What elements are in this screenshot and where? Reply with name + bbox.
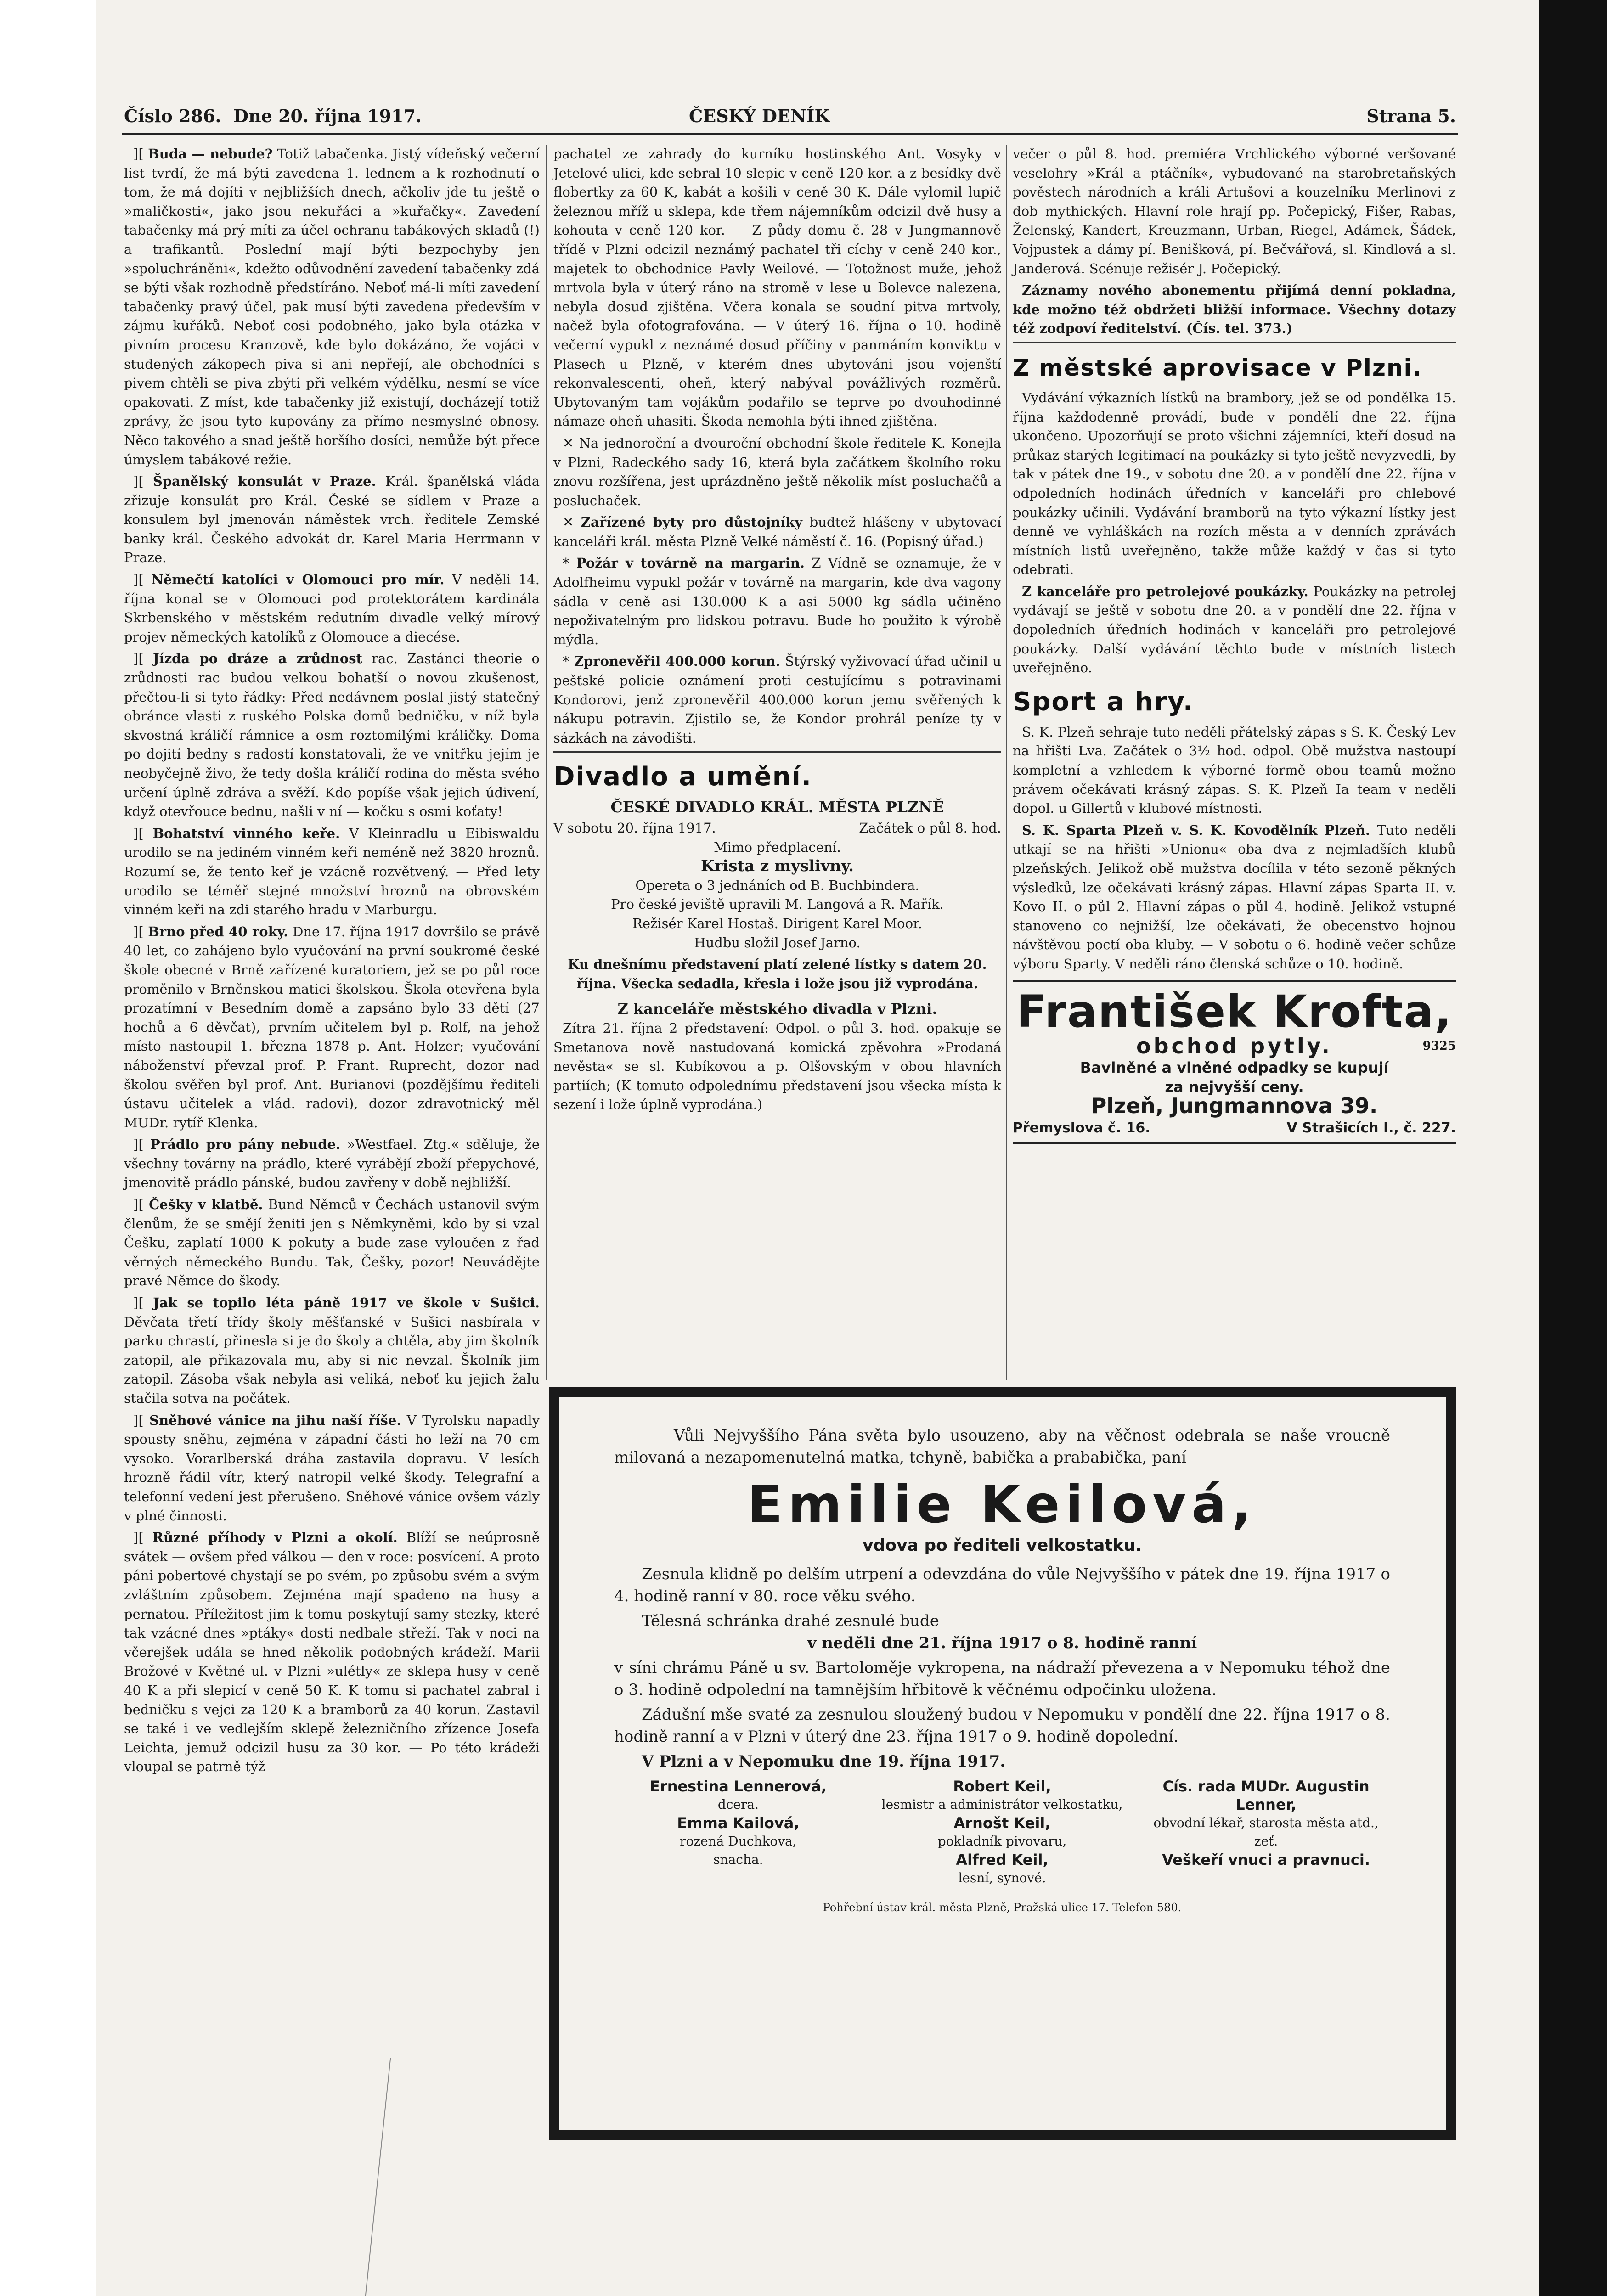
- header-issue-date: [124, 106, 422, 126]
- signer-name: Alfred Keil,: [956, 1851, 1049, 1868]
- news-item-lead: Různé příhody v Plzni a okolí.: [152, 1530, 398, 1546]
- ad-text: za nejvyšší ceny.: [1165, 1078, 1304, 1096]
- ad-number: 9325: [1422, 1039, 1456, 1053]
- news-item-lead: Češky v klatbě.: [149, 1197, 263, 1213]
- obituary-death: Zesnula klidně po delším utrpení a odevzdána do vůle Nejvyššího v pátek dne 19. října 1917 o 4. hodině ranní v 80. roce věku svého.: [614, 1565, 1390, 1605]
- sport-title: Sport a hry.: [1013, 687, 1194, 717]
- school-text: Na jednoroční a dvouroční obchodní škole ředitele K. Konejla v Plzni, Radeckého sady 16, která byla začátkem školního roku znovu rozšířena, jest uprázdněno ještě několik míst posluchačů a posluchaček.: [553, 435, 1001, 508]
- ad-branch: Přemyslova č. 16.: [1013, 1120, 1150, 1136]
- krofta-advertisement: [1013, 980, 1456, 1144]
- news-item: ][ Brno před 40 roky. Dne 17. října 1917 dovršilo se právě 40 let, co zahájeno bylo vyučování na první soukromé české škole obecné v Brně zařízené kuratoriem, jež se po půl roce proměnilo v Brněnskou matici školskou. Škola otevřena byla prozatímní v Besedním domě a zapsáno bylo 33 dětí (27 hochů a 6 děvčat), prvním učitelem byl p. Rolf, na jehož místo nastoupil 1. března 1878 p. Ant. Holzer; vyučování náboženství převzal prof. P. Frant. Ruprecht, dozor nad školou svěřen byl prof. Ant. Burianovi (pozdějšímu řediteli ústavu učitelek a vlád. radovi), dozor zdravotnický měl MUDr. rytíř Klenka.: [124, 923, 540, 1131]
- obituary-intro: Vůli Nejvyššího Pána světa bylo usouzeno, aby na věčnost odebrala se naše vroucně milovaná a nezapomenutelná matka, tchyně, babička a prababička, paní: [614, 1426, 1390, 1467]
- news-item-text: rac. Zastánci theorie o zrůdnosti rac budou velkou bohatší o novou zkušenost, přečtou-li si tyto řádky: Před nedávnem poslal jistý statečný obránce vlasti z ruského Polska domů bedničku, v níž byla skvostná králičí rámnice a osm roztomilými králičky. Doma po dojití bedny s radostí konstatovali, že ve vnitřku jejím je neobyčejně živo, že tedy došla králičí rodina do města svého určení úplně zdráva a svěží. Kdo popíše však jejich údivení, když otevřouce bednu, našli v ní — kočku s osmi koťaty!: [124, 651, 540, 820]
- signer-relation: snacha.: [713, 1852, 763, 1867]
- news-item-text: V Tyrolsku napadly spousty sněhu, zejména v západní části ho leží na 70 cm vysoko. Vorarlberská dráha zastavila dopravu. V lesích hrozně řádil vítr, který natropil velké škody. Telegrafní a telefonní vedení jest přerušeno. Sněhové vánice ovšem vázly v plné činnosti.: [124, 1412, 540, 1524]
- signatories: [614, 1777, 1390, 1887]
- sport-text: S. K. Plzeň sehraje tuto neděli přátelský zápas s S. K. Český Lev na hřišti Lva. Začátek o 3½ hod. odpol. Obě mužstva nastoupí kompletní a vzhledem k výborné formě obou teamů možno právem očekávati krásný zápas. S. K. Plzeň Ia team v neděli dopol. u Gillertů v klubové místnosti.: [1013, 724, 1456, 816]
- news-item-lead: Bohatství vinného keře.: [152, 825, 340, 841]
- news-item: ][ Různé příhody v Plzni a okolí. Blíží se neúprosně svátek — ovšem před válkou — den v roce: posvícení. A proto páni pobertové chystají se po svém, po způsobu svém a svým zvláštním způsobem. Zejména mají spadeno na husy a pernatou. Příležitost jim k tomu poskytují samy stezky, které tak vzácné dnes »ptáky« dosti nedbale střeží. Tak v noci na včerejšek udála se hned několik podobných krádeží. Marii Brožové v Květné ul. v Plzni »ulétly« ze sklepa husy v ceně 40 K a při slepicí v ceně 50 K. K tomu si pachatel zabral i bedničku s vejci za 120 K a bramborů za 40 korun. Zastavil se také i ve vedlejším sklepě železničního zřízence Josefa Leichta, jemuž odcizil husu za 30 kor. — Po této krádeži vloupal se patrně týž: [124, 1530, 540, 1775]
- article-fire: * Požár v továrně na margarin. Z Vídně se oznamuje, že v Adolfheimu vypukl požár v továrně na margarin, kde dva vagony sádla v ceně asi 130.000 K a asi 5000 kg sádla učiněno nepoživatelným pro lidskou potravu. Bude ho použito k výrobě mýdla.: [553, 555, 1002, 647]
- embezzle-text: Štýrský vyživovací úřad učinil u pešťské policie oznámení proti cestujícímu s potravinami Kondorovi, jenž zpronevěřil 400.000 korun jemu svěřených k nákupu potravin. Zjistilo se, že Kondor prohrál peníze ty v sázkách na závodišti.: [553, 653, 1002, 746]
- ad-text: Bavlněné a vlněné odpadky se kupují: [1080, 1059, 1389, 1077]
- news-item: ][ Bohatství vinného keře. V Kleinradlu u Eibiswaldu urodilo se na jediném vinném keři neméně než 3820 hroznů. Rozumí se, že tento keř je vzácně rozvětvený. — Před lety urodilo se téměř stejné množství hroznů na obrovském vinném keři na zdi starého hradu v Marburgu.: [124, 825, 540, 918]
- signer-name: Emma Kailová,: [677, 1814, 800, 1832]
- show-line: Hudbu složil Josef Jarno.: [694, 934, 861, 951]
- column-separator: [546, 145, 547, 1380]
- ad-city-address: Plzeň, Jungmannova 39.: [1091, 1093, 1378, 1119]
- show-date-row: [553, 819, 1001, 838]
- signer-relation: lesní, synové.: [958, 1870, 1046, 1885]
- aprovisace-text: Vydávání výkazních lístků na brambory, jež se od pondělka 15. října každodenně provádí, bude v pondělí dne 22. října ukončeno. Upozorňují se proto všichni zájemníci, kteří dosud na průkaz starých legitimací na poukázky si tyto ještě nevyzvedli, by tak v pátek dne 19., v sobotu dne 20. a v pondělí dne 22. října v odpoledních hodinách úředních v kanceláři pro chlebové poukázky učinili. Vydávání bramborů na tyto výkazní lístky jest denně ve vyhláškách na rozích města a v denních zprávách místních listů uveřejněno, takže může každý v čas si tyto odebrati.: [1013, 389, 1456, 578]
- article-apartments: ✕ Zařízené byty pro důstojníky budtež hlášeny v ubytovací kanceláři král. města Plzně Velké náměstí č. 16. (Popisný úřad.): [553, 514, 1001, 549]
- section-rule: [1013, 342, 1456, 343]
- obituary-content: [614, 1424, 1390, 1919]
- aprovisace-petrol: [1013, 582, 1456, 678]
- signer-relation: dcera.: [717, 1797, 759, 1812]
- fire-lead: Požár v továrně na margarin.: [576, 555, 805, 571]
- news-item-lead: Sněhové vánice na jihu naší říše.: [149, 1412, 401, 1428]
- show-note: Mimo předplacení.: [713, 839, 841, 855]
- signer-relation: rozená Duchkova,: [680, 1834, 797, 1849]
- news-item: ][ Buda — nebude? Totiž tabačenka. Jistý vídeňský večerní list tvrdí, že má býti zavedena 1. lednem a k rozhodnutí o tom, že má dojíti v nejbližších dnech, ačkoliv jde tu ještě o »maličkosti«, jako jsou nekuřáci a »kuřačky«. Zavedení tabačenky má prý míti za účel ochranu tabákových skladů (!) a trafikantů. Poslední mají býti bezpochyby jen »spoluchráněni«, kdežto odůvodnění zavedení tabačenky zdá se býti však rozhodně předstíráno. Neboť má-li míti zavedení tabačenky pravý účel, pak musí býti zavedena především v zájmu kuřáků. Neboť cosi podobného, jako byla otázka v pivním procesu Kranzově, kde bylo dokázáno, že vojáci v studených zákopech piva si ani nepřejí, ale obchodníci s pivem chtěli se piva zbýti při velkém výdělku, nesmí se více opakovati. Z míst, kde tabačenky již existují, docházejí totiž zprávy, že jsou tyto kupovány za přímo nesmyslné obnosy. Něco takového a snad ještě horšího dosíci, nemůže být přece úmyslem tabákové režie.: [124, 146, 540, 467]
- obituary-funeral: v síni chrámu Páně u sv. Bartoloměje vykropena, na nádraží převezena a v Nepomuku téhož dne o 3. hodině odpolední na tamnějším hřbitově k věčnému odpočinku uložena.: [614, 1659, 1390, 1699]
- obituary-body: Tělesná schránka drahé zesnulé bude: [642, 1612, 939, 1630]
- news-item: ][ Češky v klatbě. Bund Němců v Čechách ustanovil svým členům, že se smějí ženiti jen s Němkyněmi, kdo by si vzal Češku, zaplatí 1000 K pokuty a bude zase vyloučen z řad věrných německého Bundu. Tak, Češky, pozor! Neuvádějte pravé Němce do škody.: [124, 1197, 540, 1289]
- deceased-title: vdova po řediteli velkostatku.: [863, 1536, 1142, 1555]
- obituary-notice: [549, 1387, 1456, 2140]
- news-item-text: Bund Němců v Čechách ustanovil svým členům, že se smějí ženiti jen s Němkyněmi, kdo by si vzal Češku, zaplatí 1000 K pokuty a bude zase vyloučen z řad věrných německého Bundu. Tak, Češky, pozor! Neuvádějte pravé Němce do škody.: [124, 1197, 540, 1289]
- news-item: ][ Sněhové vánice na jihu naší říše. V Tyrolsku napadly spousty sněhu, zejména v západní části ho leží na 70 cm vysoko. Vorarlberská dráha zastavila dopravu. V lesích hrozně řádil vítr, který natropil velké škody. Telegrafní a telefonní vedení jest přerušeno. Sněhové vánice ovšem vázly v plné činnosti.: [124, 1412, 540, 1524]
- issue-number: Číslo 286.: [124, 106, 221, 126]
- signer-relation: pokladník pivovaru,: [937, 1834, 1067, 1849]
- show-line: Opereta o 3 jednáních od B. Buchbindera.: [635, 877, 919, 893]
- show-tickets-note: Ku dnešnímu představení platí zelené lístky s datem 20. října. Všecka sedadla, křesla i lože jsou již vyprodána.: [568, 957, 987, 991]
- article-embezzle: * Zpronevěřil 400.000 korun. Štýrský vyživovací úřad učinil u pešťské policie oznámení proti cestujícímu s potravinami Kondorovi, jenž zpronevěřil 400.000 korun jemu svěřených k nákupu potravin. Zjistilo se, že Kondor prohrál peníze ty v sázkách na závodišti.: [553, 653, 1002, 746]
- article-school: ✕ Na jednoroční a dvouroční obchodní škole ředitele K. Konejla v Plzni, Radeckého sady 16, která byla začátkem školního roku znovu rozšířena, jest uprázdněno ještě několik míst posluchačů a posluchaček.: [553, 435, 1001, 508]
- signer-relation: lesmistr a administrátor velkostatku,: [881, 1797, 1123, 1812]
- deceased-name: Emilie Keilová,: [747, 1475, 1257, 1535]
- abonement-note: Záznamy nového abonementu přijímá denní pokladna, kde možno též obdržeti bližší informace. Všechny dotazy též zodpoví ředitelství. (Čís. tel. 373.): [1013, 282, 1456, 337]
- ad-branches: [1013, 1119, 1456, 1138]
- news-item-lead: Němečtí katolíci v Olomouci pro mír.: [151, 572, 445, 588]
- column-2: [553, 145, 1002, 1113]
- funeral-home: Pohřební ústav král. města Plzně, Pražská ulice 17. Telefon 580.: [823, 1901, 1182, 1914]
- news-item: ][ Španělský konsulát v Praze. Král. španělská vláda zřizuje konsulát pro Král. České se sídlem v Praze a konsulem byl jmenován náměstek vrch. ředitele Zemské banky král. Českého advokát dr. Karel Maria Herrmann v Praze.: [124, 473, 540, 566]
- issue-date: Dne 20. října 1917.: [233, 106, 422, 126]
- theatre-continuation: večer o půl 8. hod. premiéra Vrchlického výborné veršované veselohry »Král a ptáčník«, vybudované na starobretaňských pověstech národních a králi Artušovi a kouzelníku Merlinovi z dob mythických. Hlavní role hrají pp. Počepický, Fišer, Rabas, Želenský, Kandert, Kreuzmann, Urban, Riegel, Adámek, Šádek, Vojpustek a dámy pí. Benišková, pí. Bečvářová, sl. Kindlová a sl. Janderová. Scénuje režisér J. Počepický.: [1013, 146, 1456, 276]
- ad-company-name: František Krofta,: [1016, 985, 1452, 1037]
- fire-text: Z Vídně se oznamuje, že v Adolfheimu vypukl požár v továrně na margarin, kde dva vagony sádla v ceně asi 130.000 K a asi 5000 kg sádla učiněno nepoživatelným pro lidskou potravu. Bude ho použito k výrobě mýdla.: [553, 555, 1002, 647]
- show-line: Pro české jeviště upravili M. Langová a R. Mařík.: [611, 896, 944, 912]
- apartments-lead: Zařízené byty pro důstojníky: [581, 514, 803, 530]
- masthead: ČESKÝ DENÍK: [689, 106, 830, 126]
- sparta-text: Tuto neděli utkají se na hřišti »Unionu« oba dva z nejmladších klubů plzeňských. Jelikož obě mužstva docílila v této sezoně pěkných výsledků, lze očekávati krásný zápas. Hlavní zápas Sparta II. v. Kovo II. o půl 2. Hlavní zápas o půl 4. hodině. Jelikož vstupné stanoveno co nejnižší, lze očekávati, že obecenstvo hojnou návštěvou poctí oba kluby. — V sobotu o 6. hodině večer schůze výboru Sparty. V neděli ráno členská schůze o 10. hodině.: [1013, 822, 1456, 972]
- page-header: [124, 106, 1456, 133]
- news-item-lead: Španělský konsulát v Praze.: [152, 473, 376, 490]
- sparta-lead: S. K. Sparta Plzeň v. S. K. Kovodělník Plzeň.: [1022, 822, 1370, 838]
- news-item: ][ Jízda po dráze a zrůdnost rac. Zastánci theorie o zrůdnosti rac budou velkou bohatší o novou zkušenost, přečtou-li si tyto řádky: Před nedávnem poslal jistý statečný obránce vlasti z ruského Polska domů bedničku, v níž byla skvostná králičí rámnice a osm roztomilými králičky. Doma po dojití bedny s radostí konstatovali, že ve vnitřku jejím je neobyčejně živo, že tedy došla králičí rodina do města svého určení úplně zdráva a svěží. Kdo popíše však jejich údivení, když otevřouce bednu, našli v ní — kočku s osmi koťaty!: [124, 651, 540, 820]
- scan-margin: [0, 0, 96, 2296]
- news-item-text: Děvčata třetí třídy školy měšťanské v Sušici nasbírala v parku chrastí, přinesla si je do školy a chtěla, aby jim školník zatopil, ale přikazovala mu, aby si nic nevzal. Školník jim zatopil. Zásoba však nebyla asi veliká, neboť ku jejich žalu stačila sotva na počátek.: [124, 1314, 540, 1406]
- signer-group: [614, 1777, 863, 1887]
- ad-subline: [1013, 1033, 1456, 1059]
- theatre-subtitle: ČESKÉ DIVADLO KRÁL. MĚSTA PLZNĚ: [610, 798, 944, 816]
- news-item-lead: Jak se topilo léta páně 1917 ve škole v Sušici.: [153, 1295, 540, 1311]
- ad-business: obchod pytly.: [1136, 1033, 1332, 1058]
- news-item: ][ Prádlo pro pány nebude. »Westfael. Ztg.« sděluje, že všechny továrny na prádlo, které vyrábějí zboží přepychové, jmenovitě prádlo pánské, budou zavřeny v době nejbližší.: [124, 1137, 540, 1191]
- signer-group: [878, 1777, 1127, 1887]
- article-continuation: pachatel ze zahrady do kurníku hostinského Ant. Vosyky v Jetelové ulici, kde sebral 10 slepic v ceně 120 kor. a z besídky dvě flobertky za 60 K, kabát a košili v ceně 30 K. Dále vylomil lupič železnou mříž u sklepa, kde třem nájemníkům odcizil dvě husy a kohouta v ceně 120 kor. — Z půdy domu č. 28 v Jungmannově třídě v Plzni odcizil neznámý pachatel tři cíchy v ceně 240 kor., majetek to obchodnice Pavly Weilové. — Totožnost muže, jehož mrtvola byla v úterý ráno na stromě v lese u Bolevce nalezena, nebyla dosud zjištěna. Včera konala se soudní pitva mrtvoly, načež byla ofotografována. — V úterý 16. října o 10. hodině večerní vypukl z neznámé dosud příčiny v panmáním konviktu v Plasech u Plzně, v kterém dnes ubytováni jsou vojenští rekonvalescenti, oheň, který nabýval povážlivých rozměrů. Ubytovaným tam vojákům podařilo se teprve po dvouhodinné námaze oheň uhasiti. Škoda nemohla býti ihned zjištěna.: [553, 146, 1001, 429]
- aprovisace-title: Z městské aprovisace v Plzni.: [1013, 354, 1422, 381]
- news-item-lead: Jízda po dráze a zrůdnost: [152, 651, 362, 667]
- news-item-text: V neděli 14. října konal se v Olomouci pod protektorátem kardinála Skrbenského v městském redutním divadle velký mírový projev německých katolíků z Olomouce a diecése.: [124, 572, 540, 645]
- news-item-text: Dne 17. října 1917 dovršilo se právě 40 let, co zahájeno bylo vyučování na první soukromé české škole obecné v Brně zařízené kuratoriem, jež se po půl roce proměnilo v Brněnskou matici školskou. Škola otevřena byla prozatímní v Besedním domě a zapsáno bylo 33 dětí (27 hochů a 6 děvčat), prvním učitelem byl p. Rolf, na jehož místo nastoupil 1. března 1878 p. Ant. Holzer; vyučování náboženství převzal prof. P. Frant. Ruprecht, dozor nad školou svěřen byl prof. Ant. Burianovi (pozdějšímu řediteli ústavu učitelek a vlád. radovi), dozor zdravotnický měl MUDr. rytíř Klenka.: [124, 923, 540, 1131]
- show-name: Krista z myslivny.: [700, 857, 854, 876]
- signer-name: Cís. rada MUDr. Augustin Lenner,: [1162, 1778, 1370, 1813]
- signer-name: Arnošt Keil,: [953, 1814, 1051, 1832]
- sport-sparta: [1013, 821, 1456, 974]
- office-title: Z kanceláře městského divadla v Plzni.: [617, 1000, 937, 1018]
- petrol-lead: Z kanceláře pro petrolejové poukázky.: [1022, 583, 1308, 599]
- theatre-section-title: Divadlo a umění.: [553, 762, 812, 792]
- signer-name: Veškeří vnuci a pravnuci.: [1162, 1851, 1370, 1868]
- section-rule: [553, 751, 1001, 753]
- news-item: ][ Jak se topilo léta páně 1917 ve škole v Sušici. Děvčata třetí třídy školy měšťanské v Sušici nasbírala v parku chrastí, přinesla si je do školy a chtěla, aby jim školník zatopil, ale přikazovala mu, aby si nic nevzal. Školník jim zatopil. Zásoba však nebyla asi veliká, neboť ku jejich žalu stačila sotva na počátek.: [124, 1295, 540, 1406]
- header-rule: [122, 133, 1458, 135]
- signer-relation: obvodní lékař, starosta města atd., zeť.: [1153, 1815, 1379, 1849]
- obituary-mass: Zádušní mše svaté za zesnulou sloužený budou v Nepomuku v pondělí dne 22. října 1917 o 8. hodině ranní a v Plzni v úterý dne 23. října 1917 o 9. hodině dopolední.: [614, 1705, 1390, 1746]
- column-separator: [1006, 145, 1007, 1380]
- news-item-lead: Buda — nebude?: [148, 146, 273, 162]
- show-line: Režisér Karel Hostaš. Dirigent Karel Moor.: [632, 915, 922, 931]
- signer-name: Ernestina Lennerová,: [650, 1778, 827, 1795]
- office-text: Zítra 21. října 2 představení: Odpol. o půl 3. hod. opakuje se Smetanova nově nastudovaná komická zpěvohra »Prodaná nevěsta« se sl. Kubíkovou a p. Olšovským v obou hlavních partiích; (K tomuto odpolednímu představení jsou všecka místa k sezení i lože úplně vyprodána.): [553, 1020, 1001, 1113]
- news-item-text: Král. španělská vláda zřizuje konsulát pro Král. České se sídlem v Praze a konsulem byl jmenován náměstek vrch. ředitele Zemské banky král. Českého advokát dr. Karel Maria Herrmann v Praze.: [124, 473, 540, 566]
- signer-name: Robert Keil,: [953, 1778, 1051, 1795]
- show-time: Začátek o půl 8. hod.: [859, 820, 1001, 836]
- embezzle-lead: Zpronevěřil 400.000 korun.: [574, 653, 780, 670]
- petrol-text: Poukázky na petrolej vydávají se ještě v sobotu dne 20. a v pondělí dne 22. října v dopoledních úředních hodinách v kanceláři pro petrolejové poukázky. Další vydávání těchto bude v místních listech uveřejněno.: [1013, 583, 1456, 676]
- column-1: [124, 145, 540, 2147]
- obituary-place-date: V Plzni a v Nepomuku dne 19. října 1917.: [642, 1752, 1006, 1771]
- column-3: [1013, 145, 1456, 1357]
- news-item-lead: Prádlo pro pány nebude.: [150, 1137, 341, 1153]
- show-date: V sobotu 20. října 1917.: [553, 820, 716, 836]
- page-number: Strana 5.: [1366, 106, 1456, 126]
- obituary-funeral-date: v neděli dne 21. října 1917 o 8. hodině ranní: [807, 1634, 1197, 1652]
- news-item-text: Totiž tabačenka. Jistý vídeňský večerní list tvrdí, že má býti zavedena 1. lednem a k rozhodnutí o tom, že má dojíti v nejbližších dnech, ačkoliv jde tu ještě o »maličkosti«, jako jsou nekuřáci a »kuřačky«. Zavedení tabačenky má prý míti za účel ochranu tabákových skladů (!) a trafikantů. Poslední mají býti bezpochyby jen »spoluchráněni«, kdežto odůvodnění zavedení tabačenky zdá se býti však rozhodně předstíráno. Neboť má-li míti zavedení tabačenky pravý účel, pak musí býti zavedena především v zájmu kuřáků. Neboť cosi podobného, jako byla otázka v pivním procesu Kranzově, kde bylo dokázáno, že vojáci v studených zákopech piva si ani nepřejí, ale obchodníci s pivem chtěli se piva zbýti při velkém výdělku, nesmí se více opakovati. Z míst, kde tabačenky již existují, docházejí totiž zprávy, že jsou tyto kupovány za přímo nesmyslné obnosy. Něco takového a snad ještě horšího dosíci, nemůže být přece úmyslem tabákové režie.: [124, 146, 540, 467]
- news-item: ][ Němečtí katolíci v Olomouci pro mír. V neděli 14. října konal se v Olomouci pod protektorátem kardinála Skrbenského v městském redutním divadle velký mírový projev německých katolíků z Olomouce a diecése.: [124, 572, 540, 645]
- ad-branch: V Strašicích I., č. 227.: [1286, 1120, 1456, 1136]
- apartments-text: budtež hlášeny v ubytovací kanceláři král. města Plzně Velké náměstí č. 16. (Popisný úřad.): [553, 514, 1001, 549]
- news-item-text: V Kleinradlu u Eibiswaldu urodilo se na jediném vinném keři neméně než 3820 hroznů. Rozumí se, že tento keř je vzácně rozvětvený. — Před lety urodilo se téměř stejné množství hroznů na obrovském vinném keři na zdi starého hradu v Marburgu.: [124, 825, 540, 918]
- news-item-text: »Westfael. Ztg.« sděluje, že všechny továrny na prádlo, které vyrábějí zboží přepychové, jmenovitě prádlo pánské, budou zavřeny v době nejbližší.: [124, 1137, 540, 1191]
- news-item-lead: Brno před 40 roky.: [148, 923, 288, 940]
- signer-group: [1142, 1777, 1390, 1887]
- news-item-text: Blíží se neúprosně svátek — ovšem před válkou — den v roce: posvícení. A proto páni pobertové chystají se po svém, po způsobu svém a svým zvláštním způsobem. Zejména mají spadeno na husy a pernatou. Příležitost jim k tomu poskytují samy stezky, které tak vzácné dnes »ptáky« dosti nedbale střeží. Tak v noci na včerejšek udála se hned několik podobných krádeží. Marii Brožové v Květné ul. v Plzni »ulétly« ze sklepa husy v ceně 40 K a při slepicí v ceně 50 K. K tomu si pachatel zabral i bedničku s vejci za 120 K a bramborů za 40 korun. Zastavil se také i ve vedlejším sklepě železničního zřízence Josefa Leichta, jemuž odcizil husu za 30 kor. — Po této krádeži vloupal se patrně týž: [124, 1530, 540, 1775]
- scan-dark-edge: [1539, 0, 1607, 2296]
